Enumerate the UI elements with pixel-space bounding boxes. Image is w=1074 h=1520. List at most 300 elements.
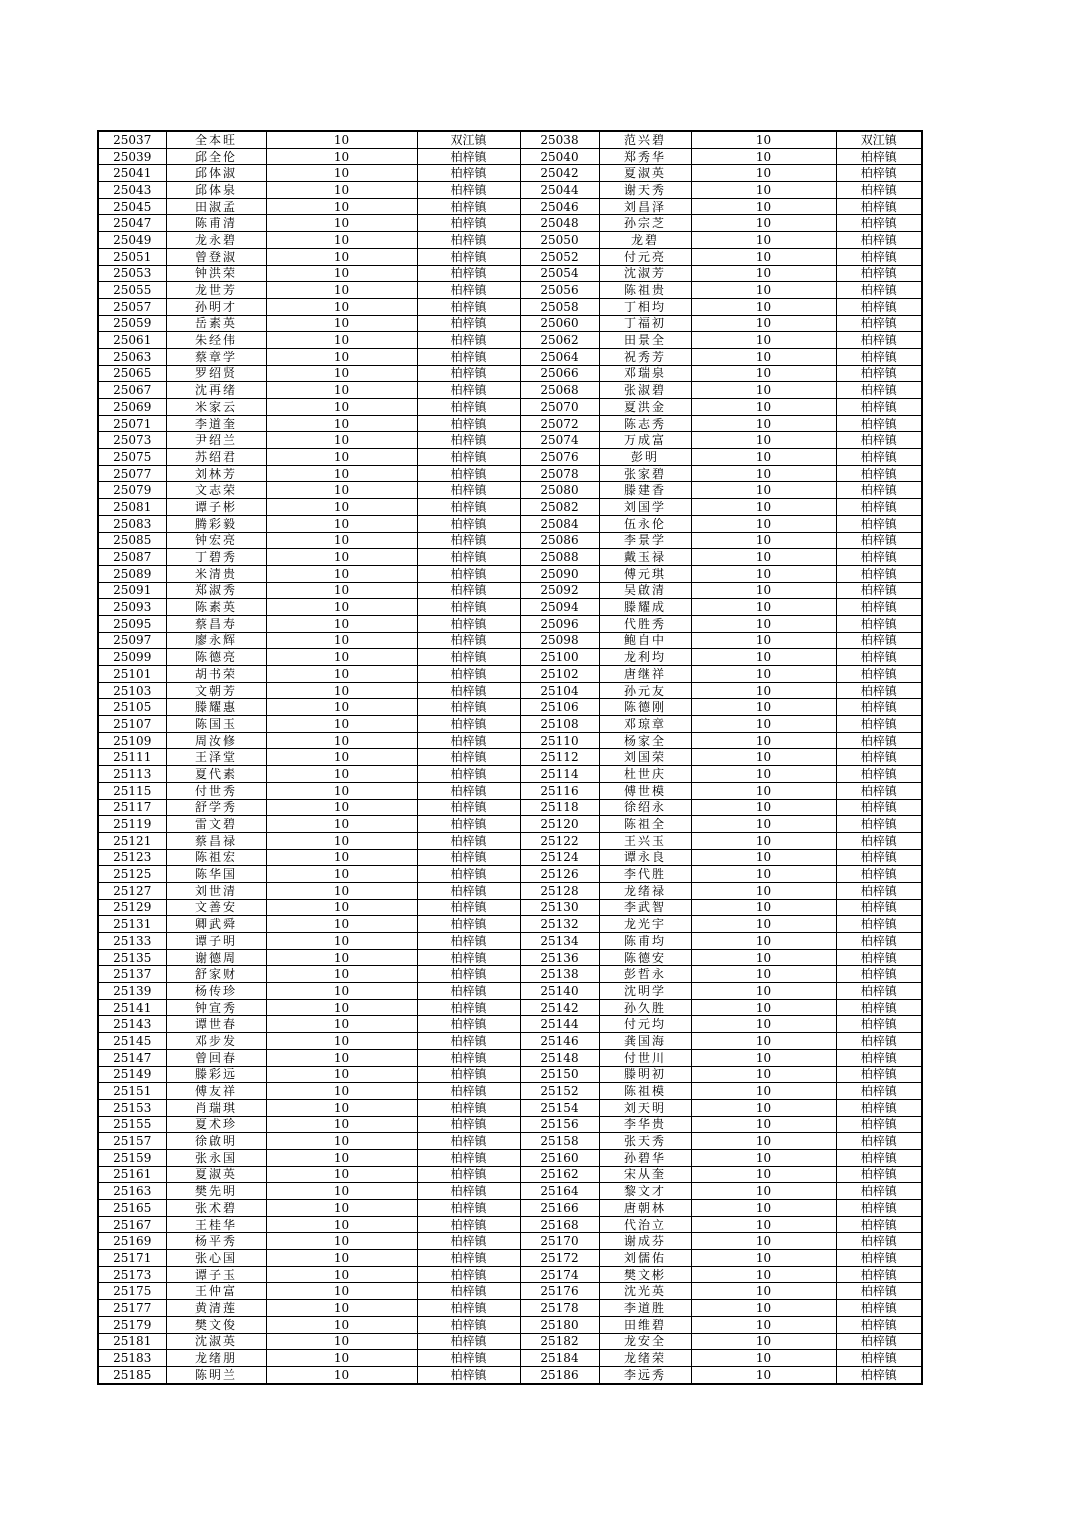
right-town-cell: 柏梓镇 xyxy=(836,482,922,499)
left-name-cell: 张术碧 xyxy=(166,1200,266,1217)
right-name-cell: 李道胜 xyxy=(599,1300,691,1317)
right-name-cell: 鲍自中 xyxy=(599,632,691,649)
left-town-cell: 柏梓镇 xyxy=(417,148,520,165)
right-name-cell: 陈祖全 xyxy=(599,816,691,833)
left-name-cell: 蔡昌禄 xyxy=(166,832,266,849)
left-town-cell: 柏梓镇 xyxy=(417,916,520,933)
right-amount-cell: 10 xyxy=(691,1333,836,1350)
right-id-cell: 25042 xyxy=(520,165,599,182)
right-town-cell: 柏梓镇 xyxy=(836,1300,922,1317)
left-name-cell: 尹绍兰 xyxy=(166,432,266,449)
table-row xyxy=(98,732,922,749)
left-town-cell: 柏梓镇 xyxy=(417,482,520,499)
left-town-cell: 柏梓镇 xyxy=(417,1183,520,1200)
left-name-cell: 杨平秀 xyxy=(166,1233,266,1250)
right-amount-cell: 10 xyxy=(691,399,836,416)
right-id-cell: 25150 xyxy=(520,1066,599,1083)
right-name-cell: 张天秀 xyxy=(599,1133,691,1150)
left-name-cell: 曾登淑 xyxy=(166,248,266,265)
left-amount-cell: 10 xyxy=(266,315,417,332)
table-row xyxy=(98,699,922,716)
left-id-cell: 25067 xyxy=(98,382,166,399)
left-id-cell: 25083 xyxy=(98,515,166,532)
right-id-cell: 25068 xyxy=(520,382,599,399)
right-id-cell: 25138 xyxy=(520,966,599,983)
right-name-cell: 谢天秀 xyxy=(599,182,691,199)
left-town-cell: 柏梓镇 xyxy=(417,1099,520,1116)
left-town-cell: 柏梓镇 xyxy=(417,1049,520,1066)
right-amount-cell: 10 xyxy=(691,1316,836,1333)
left-id-cell: 25063 xyxy=(98,348,166,365)
left-amount-cell: 10 xyxy=(266,432,417,449)
right-id-cell: 25078 xyxy=(520,465,599,482)
left-amount-cell: 10 xyxy=(266,1099,417,1116)
table-row xyxy=(98,1133,922,1150)
right-town-cell: 柏梓镇 xyxy=(836,949,922,966)
right-town-cell: 柏梓镇 xyxy=(836,298,922,315)
right-amount-cell: 10 xyxy=(691,1049,836,1066)
left-name-cell: 张心国 xyxy=(166,1250,266,1267)
right-town-cell: 柏梓镇 xyxy=(836,265,922,282)
left-name-cell: 岳素英 xyxy=(166,315,266,332)
left-name-cell: 卿武舜 xyxy=(166,916,266,933)
left-id-cell: 25125 xyxy=(98,866,166,883)
right-id-cell: 25074 xyxy=(520,432,599,449)
right-id-cell: 25146 xyxy=(520,1033,599,1050)
right-amount-cell: 10 xyxy=(691,816,836,833)
right-amount-cell: 10 xyxy=(691,432,836,449)
left-id-cell: 25111 xyxy=(98,749,166,766)
left-amount-cell: 10 xyxy=(266,1200,417,1217)
left-name-cell: 谭子玉 xyxy=(166,1266,266,1283)
right-name-cell: 陈祖模 xyxy=(599,1083,691,1100)
right-name-cell: 范兴碧 xyxy=(599,131,691,148)
right-name-cell: 郑秀华 xyxy=(599,148,691,165)
left-id-cell: 25175 xyxy=(98,1283,166,1300)
left-town-cell: 柏梓镇 xyxy=(417,1166,520,1183)
table-row xyxy=(98,515,922,532)
table-row xyxy=(98,532,922,549)
table-row xyxy=(98,148,922,165)
left-town-cell: 柏梓镇 xyxy=(417,465,520,482)
right-name-cell: 邓琼章 xyxy=(599,716,691,733)
left-id-cell: 25107 xyxy=(98,716,166,733)
right-town-cell: 柏梓镇 xyxy=(836,165,922,182)
right-id-cell: 25162 xyxy=(520,1166,599,1183)
left-name-cell: 陈国玉 xyxy=(166,716,266,733)
right-id-cell: 25152 xyxy=(520,1083,599,1100)
left-id-cell: 25039 xyxy=(98,148,166,165)
left-amount-cell: 10 xyxy=(266,966,417,983)
right-amount-cell: 10 xyxy=(691,315,836,332)
right-amount-cell: 10 xyxy=(691,282,836,299)
right-town-cell: 柏梓镇 xyxy=(836,182,922,199)
table-row xyxy=(98,666,922,683)
right-town-cell: 柏梓镇 xyxy=(836,1149,922,1166)
right-name-cell: 龙安全 xyxy=(599,1333,691,1350)
right-name-cell: 丁福初 xyxy=(599,315,691,332)
left-id-cell: 25161 xyxy=(98,1166,166,1183)
right-name-cell: 孙碧华 xyxy=(599,1149,691,1166)
left-town-cell: 柏梓镇 xyxy=(417,165,520,182)
right-amount-cell: 10 xyxy=(691,131,836,148)
table-row xyxy=(98,649,922,666)
right-name-cell: 樊文彬 xyxy=(599,1266,691,1283)
left-id-cell: 25089 xyxy=(98,565,166,582)
right-town-cell: 柏梓镇 xyxy=(836,766,922,783)
left-town-cell: 柏梓镇 xyxy=(417,348,520,365)
right-amount-cell: 10 xyxy=(691,449,836,466)
right-id-cell: 25174 xyxy=(520,1266,599,1283)
left-id-cell: 25151 xyxy=(98,1083,166,1100)
left-name-cell: 腾彩毅 xyxy=(166,515,266,532)
right-name-cell: 龙碧 xyxy=(599,232,691,249)
left-id-cell: 25115 xyxy=(98,782,166,799)
left-name-cell: 苏绍君 xyxy=(166,449,266,466)
right-amount-cell: 10 xyxy=(691,766,836,783)
table-row xyxy=(98,365,922,382)
left-name-cell: 罗绍贤 xyxy=(166,365,266,382)
left-id-cell: 25055 xyxy=(98,282,166,299)
left-amount-cell: 10 xyxy=(266,565,417,582)
right-id-cell: 25186 xyxy=(520,1366,599,1383)
right-id-cell: 25142 xyxy=(520,999,599,1016)
right-town-cell: 柏梓镇 xyxy=(836,816,922,833)
right-name-cell: 代治立 xyxy=(599,1216,691,1233)
left-town-cell: 柏梓镇 xyxy=(417,682,520,699)
left-town-cell: 柏梓镇 xyxy=(417,1366,520,1383)
right-id-cell: 25096 xyxy=(520,615,599,632)
left-id-cell: 25143 xyxy=(98,1016,166,1033)
right-id-cell: 25116 xyxy=(520,782,599,799)
left-name-cell: 郑淑秀 xyxy=(166,582,266,599)
right-name-cell: 彭哲永 xyxy=(599,966,691,983)
left-name-cell: 钟宣秀 xyxy=(166,999,266,1016)
right-amount-cell: 10 xyxy=(691,899,836,916)
left-name-cell: 谭子彬 xyxy=(166,499,266,516)
left-name-cell: 周汝修 xyxy=(166,732,266,749)
left-id-cell: 25081 xyxy=(98,499,166,516)
right-name-cell: 刘儒佑 xyxy=(599,1250,691,1267)
left-name-cell: 付世秀 xyxy=(166,782,266,799)
table-row xyxy=(98,399,922,416)
left-town-cell: 柏梓镇 xyxy=(417,198,520,215)
left-name-cell: 雷文碧 xyxy=(166,816,266,833)
left-town-cell: 柏梓镇 xyxy=(417,599,520,616)
right-name-cell: 王兴玉 xyxy=(599,832,691,849)
right-town-cell: 柏梓镇 xyxy=(836,682,922,699)
table-row xyxy=(98,1049,922,1066)
left-id-cell: 25077 xyxy=(98,465,166,482)
left-name-cell: 张永国 xyxy=(166,1149,266,1166)
left-town-cell: 柏梓镇 xyxy=(417,332,520,349)
right-amount-cell: 10 xyxy=(691,882,836,899)
left-town-cell: 双江镇 xyxy=(417,131,520,148)
right-amount-cell: 10 xyxy=(691,549,836,566)
right-name-cell: 付元均 xyxy=(599,1016,691,1033)
right-town-cell: 柏梓镇 xyxy=(836,549,922,566)
left-id-cell: 25109 xyxy=(98,732,166,749)
left-name-cell: 王仲富 xyxy=(166,1283,266,1300)
left-id-cell: 25149 xyxy=(98,1066,166,1083)
right-id-cell: 25110 xyxy=(520,732,599,749)
right-amount-cell: 10 xyxy=(691,1033,836,1050)
left-name-cell: 王桂华 xyxy=(166,1216,266,1233)
left-id-cell: 25069 xyxy=(98,399,166,416)
left-name-cell: 舒学秀 xyxy=(166,799,266,816)
left-name-cell: 徐啟明 xyxy=(166,1133,266,1150)
left-amount-cell: 10 xyxy=(266,348,417,365)
left-amount-cell: 10 xyxy=(266,766,417,783)
left-town-cell: 柏梓镇 xyxy=(417,816,520,833)
left-town-cell: 柏梓镇 xyxy=(417,415,520,432)
right-name-cell: 杨家全 xyxy=(599,732,691,749)
right-name-cell: 刘昌泽 xyxy=(599,198,691,215)
left-amount-cell: 10 xyxy=(266,832,417,849)
right-town-cell: 柏梓镇 xyxy=(836,666,922,683)
right-town-cell: 柏梓镇 xyxy=(836,716,922,733)
left-id-cell: 25053 xyxy=(98,265,166,282)
right-town-cell: 柏梓镇 xyxy=(836,248,922,265)
left-amount-cell: 10 xyxy=(266,298,417,315)
left-id-cell: 25061 xyxy=(98,332,166,349)
right-town-cell: 柏梓镇 xyxy=(836,749,922,766)
left-id-cell: 25059 xyxy=(98,315,166,332)
left-id-cell: 25045 xyxy=(98,198,166,215)
left-id-cell: 25085 xyxy=(98,532,166,549)
table-row xyxy=(98,749,922,766)
right-name-cell: 伍永伦 xyxy=(599,515,691,532)
left-name-cell: 夏代素 xyxy=(166,766,266,783)
left-town-cell: 柏梓镇 xyxy=(417,298,520,315)
left-town-cell: 柏梓镇 xyxy=(417,716,520,733)
right-id-cell: 25166 xyxy=(520,1200,599,1217)
left-amount-cell: 10 xyxy=(266,515,417,532)
left-id-cell: 25171 xyxy=(98,1250,166,1267)
table-row xyxy=(98,499,922,516)
left-id-cell: 25129 xyxy=(98,899,166,916)
right-id-cell: 25124 xyxy=(520,849,599,866)
left-name-cell: 沈淑英 xyxy=(166,1333,266,1350)
left-amount-cell: 10 xyxy=(266,482,417,499)
left-amount-cell: 10 xyxy=(266,1183,417,1200)
right-id-cell: 25140 xyxy=(520,983,599,1000)
table-row xyxy=(98,482,922,499)
left-name-cell: 沈再绪 xyxy=(166,382,266,399)
right-amount-cell: 10 xyxy=(691,1300,836,1317)
right-amount-cell: 10 xyxy=(691,615,836,632)
right-town-cell: 柏梓镇 xyxy=(836,999,922,1016)
right-amount-cell: 10 xyxy=(691,732,836,749)
left-name-cell: 舒家财 xyxy=(166,966,266,983)
left-amount-cell: 10 xyxy=(266,1016,417,1033)
right-name-cell: 张淑碧 xyxy=(599,382,691,399)
left-amount-cell: 10 xyxy=(266,532,417,549)
right-town-cell: 柏梓镇 xyxy=(836,532,922,549)
table-row xyxy=(98,1233,922,1250)
left-name-cell: 陈明兰 xyxy=(166,1366,266,1383)
left-amount-cell: 10 xyxy=(266,549,417,566)
right-town-cell: 柏梓镇 xyxy=(836,1133,922,1150)
left-town-cell: 柏梓镇 xyxy=(417,666,520,683)
right-amount-cell: 10 xyxy=(691,699,836,716)
right-name-cell: 李远秀 xyxy=(599,1366,691,1383)
right-amount-cell: 10 xyxy=(691,415,836,432)
right-id-cell: 25080 xyxy=(520,482,599,499)
right-id-cell: 25144 xyxy=(520,1016,599,1033)
left-town-cell: 柏梓镇 xyxy=(417,365,520,382)
left-amount-cell: 10 xyxy=(266,582,417,599)
right-id-cell: 25172 xyxy=(520,1250,599,1267)
left-id-cell: 25165 xyxy=(98,1200,166,1217)
right-id-cell: 25076 xyxy=(520,449,599,466)
right-town-cell: 柏梓镇 xyxy=(836,348,922,365)
left-town-cell: 柏梓镇 xyxy=(417,232,520,249)
left-amount-cell: 10 xyxy=(266,999,417,1016)
left-town-cell: 柏梓镇 xyxy=(417,699,520,716)
left-town-cell: 柏梓镇 xyxy=(417,565,520,582)
left-id-cell: 25071 xyxy=(98,415,166,432)
right-amount-cell: 10 xyxy=(691,933,836,950)
left-id-cell: 25137 xyxy=(98,966,166,983)
right-name-cell: 夏洪金 xyxy=(599,399,691,416)
table-row xyxy=(98,1083,922,1100)
left-name-cell: 刘林芳 xyxy=(166,465,266,482)
table-row xyxy=(98,1200,922,1217)
right-id-cell: 25048 xyxy=(520,215,599,232)
left-town-cell: 柏梓镇 xyxy=(417,499,520,516)
table-row xyxy=(98,1149,922,1166)
right-id-cell: 25102 xyxy=(520,666,599,683)
right-id-cell: 25156 xyxy=(520,1116,599,1133)
right-amount-cell: 10 xyxy=(691,565,836,582)
left-name-cell: 夏术珍 xyxy=(166,1116,266,1133)
table-row xyxy=(98,165,922,182)
right-amount-cell: 10 xyxy=(691,649,836,666)
right-town-cell: 柏梓镇 xyxy=(836,1366,922,1383)
right-amount-cell: 10 xyxy=(691,716,836,733)
table-row xyxy=(98,999,922,1016)
right-id-cell: 25082 xyxy=(520,499,599,516)
left-town-cell: 柏梓镇 xyxy=(417,1033,520,1050)
left-id-cell: 25123 xyxy=(98,849,166,866)
right-id-cell: 25066 xyxy=(520,365,599,382)
right-amount-cell: 10 xyxy=(691,1133,836,1150)
right-amount-cell: 10 xyxy=(691,1216,836,1233)
right-town-cell: 柏梓镇 xyxy=(836,449,922,466)
left-town-cell: 柏梓镇 xyxy=(417,282,520,299)
left-amount-cell: 10 xyxy=(266,849,417,866)
right-name-cell: 滕明初 xyxy=(599,1066,691,1083)
right-amount-cell: 10 xyxy=(691,499,836,516)
right-town-cell: 柏梓镇 xyxy=(836,432,922,449)
right-name-cell: 夏淑英 xyxy=(599,165,691,182)
right-name-cell: 黎文才 xyxy=(599,1183,691,1200)
table-row xyxy=(98,1216,922,1233)
left-amount-cell: 10 xyxy=(266,1166,417,1183)
right-town-cell: 柏梓镇 xyxy=(836,782,922,799)
right-name-cell: 戴玉禄 xyxy=(599,549,691,566)
right-id-cell: 25054 xyxy=(520,265,599,282)
left-id-cell: 25167 xyxy=(98,1216,166,1233)
left-name-cell: 黄清莲 xyxy=(166,1300,266,1317)
left-id-cell: 25127 xyxy=(98,882,166,899)
right-town-cell: 柏梓镇 xyxy=(836,699,922,716)
right-id-cell: 25106 xyxy=(520,699,599,716)
right-amount-cell: 10 xyxy=(691,1200,836,1217)
right-id-cell: 25056 xyxy=(520,282,599,299)
right-id-cell: 25070 xyxy=(520,399,599,416)
left-town-cell: 柏梓镇 xyxy=(417,1333,520,1350)
right-id-cell: 25100 xyxy=(520,649,599,666)
right-town-cell: 双江镇 xyxy=(836,131,922,148)
right-amount-cell: 10 xyxy=(691,1283,836,1300)
table-row xyxy=(98,966,922,983)
table-row xyxy=(98,599,922,616)
table-row xyxy=(98,799,922,816)
left-name-cell: 钟洪荣 xyxy=(166,265,266,282)
table-row xyxy=(98,1283,922,1300)
right-amount-cell: 10 xyxy=(691,182,836,199)
table-row xyxy=(98,682,922,699)
table-row xyxy=(98,1366,922,1383)
right-amount-cell: 10 xyxy=(691,1099,836,1116)
table-row xyxy=(98,1266,922,1283)
left-town-cell: 柏梓镇 xyxy=(417,649,520,666)
right-town-cell: 柏梓镇 xyxy=(836,148,922,165)
left-name-cell: 陈华国 xyxy=(166,866,266,883)
table-row xyxy=(98,1016,922,1033)
left-amount-cell: 10 xyxy=(266,1033,417,1050)
left-id-cell: 25157 xyxy=(98,1133,166,1150)
right-name-cell: 刘国学 xyxy=(599,499,691,516)
left-town-cell: 柏梓镇 xyxy=(417,265,520,282)
left-id-cell: 25145 xyxy=(98,1033,166,1050)
right-id-cell: 25182 xyxy=(520,1333,599,1350)
right-id-cell: 25120 xyxy=(520,816,599,833)
left-town-cell: 柏梓镇 xyxy=(417,182,520,199)
left-amount-cell: 10 xyxy=(266,649,417,666)
right-town-cell: 柏梓镇 xyxy=(836,1283,922,1300)
table-row xyxy=(98,899,922,916)
right-amount-cell: 10 xyxy=(691,198,836,215)
left-town-cell: 柏梓镇 xyxy=(417,1316,520,1333)
right-town-cell: 柏梓镇 xyxy=(836,1200,922,1217)
roster-table xyxy=(97,130,923,1385)
right-amount-cell: 10 xyxy=(691,666,836,683)
right-amount-cell: 10 xyxy=(691,232,836,249)
right-amount-cell: 10 xyxy=(691,215,836,232)
right-amount-cell: 10 xyxy=(691,248,836,265)
table-row xyxy=(98,315,922,332)
right-town-cell: 柏梓镇 xyxy=(836,1099,922,1116)
table-row xyxy=(98,983,922,1000)
table-row xyxy=(98,248,922,265)
left-name-cell: 文朝芳 xyxy=(166,682,266,699)
table-row xyxy=(98,1116,922,1133)
left-id-cell: 25159 xyxy=(98,1149,166,1166)
right-id-cell: 25132 xyxy=(520,916,599,933)
right-town-cell: 柏梓镇 xyxy=(836,232,922,249)
left-name-cell: 邱体泉 xyxy=(166,182,266,199)
left-amount-cell: 10 xyxy=(266,182,417,199)
table-row xyxy=(98,933,922,950)
table-row xyxy=(98,1099,922,1116)
left-amount-cell: 10 xyxy=(266,1316,417,1333)
left-id-cell: 25105 xyxy=(98,699,166,716)
left-town-cell: 柏梓镇 xyxy=(417,1250,520,1267)
left-amount-cell: 10 xyxy=(266,933,417,950)
